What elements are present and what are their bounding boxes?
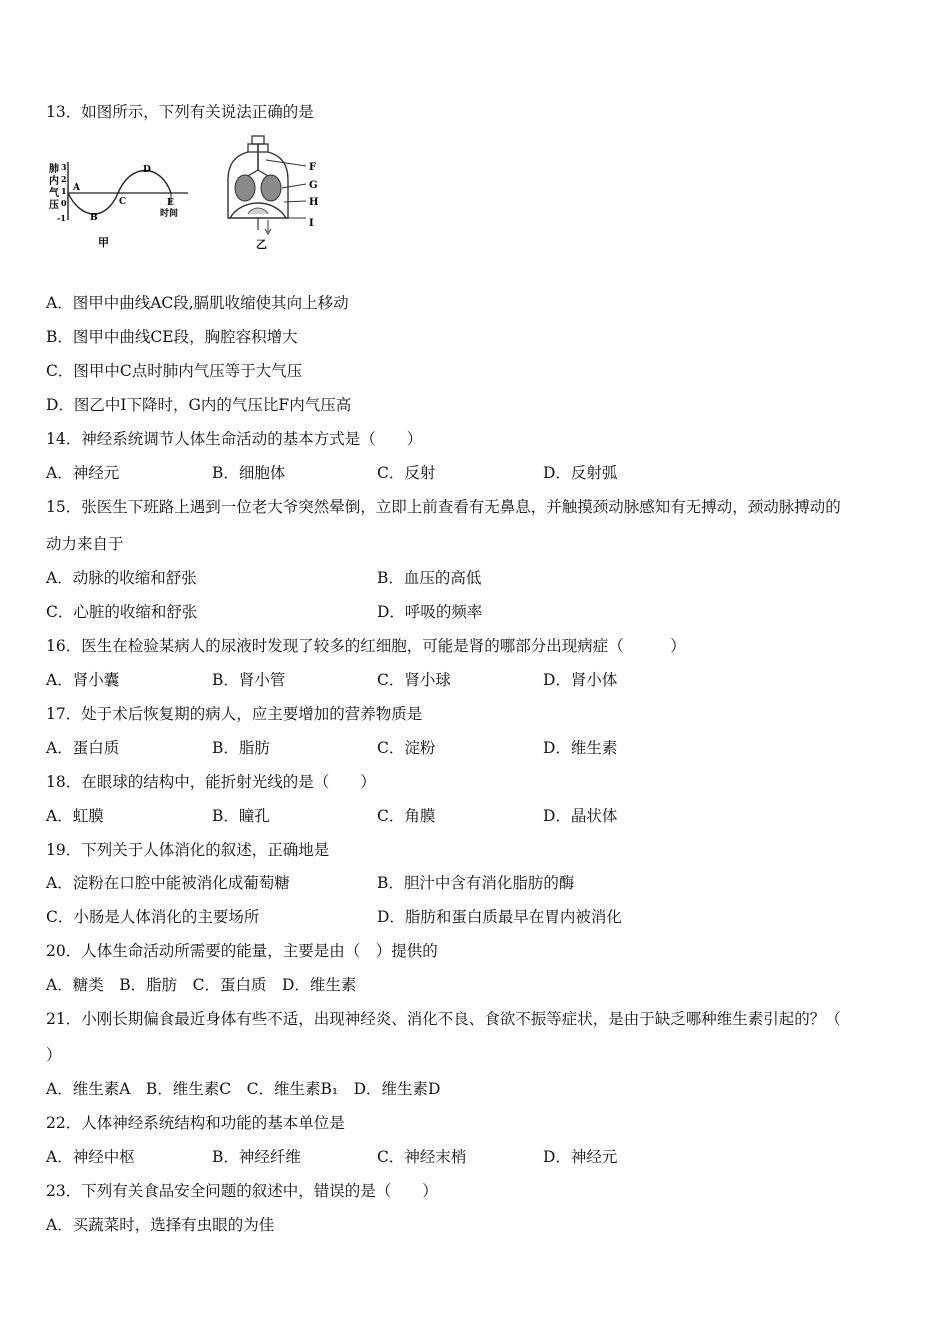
y-axis-label-char-1: 肺: [49, 164, 59, 175]
q17-stem: 17．处于术后恢复期的病人，应主要增加的营养物质是: [46, 705, 423, 723]
bronchi: [248, 170, 268, 176]
q20-options: A．糖类 B．脂肪 C．蛋白质 D．维生素: [46, 976, 357, 994]
q15-stem-line1: 15．张医生下班路上遇到一位老大爷突然晕倒，立即上前查看有无鼻息，并触摸颈动脉感知有无搏动，颈动脉搏动的: [46, 498, 841, 516]
balloon-left: [235, 175, 255, 201]
q14-option-d: D．反射弧: [543, 464, 618, 482]
q19-option-c: C．小肠是人体消化的主要场所: [46, 908, 260, 926]
q15-option-c: C．心脏的收缩和舒张: [46, 603, 198, 621]
q18-stem: 18．在眼球的结构中，能折射光线的是（ ）: [46, 773, 376, 791]
q13-option-c: C．图甲中C点时肺内气压等于大气压: [46, 362, 303, 380]
q19-option-a: A．淀粉在口腔中能被消化成葡萄糖: [46, 874, 290, 892]
figure-jia-lung-pressure-graph: [46, 150, 196, 250]
x-axis-label: 时间: [160, 209, 179, 219]
y-tick-neg1: -1: [57, 213, 66, 223]
q14-option-a: A．神经元: [46, 464, 120, 482]
q15-option-d: D．呼吸的频率: [377, 603, 483, 621]
q22-option-c: C．神经末梢: [377, 1148, 467, 1166]
q22-option-a: A．神经中枢: [46, 1148, 135, 1166]
q23-stem: 23．下列有关食品安全问题的叙述中，错误的是（ ）: [46, 1182, 438, 1200]
q16-stem: 16．医生在检验某病人的尿液时发现了较多的红细胞，可能是肾的哪部分出现病症（ ）: [46, 637, 686, 655]
q14-stem: 14．神经系统调节人体生命活动的基本方式是（ ）: [46, 430, 423, 448]
point-label-a: A: [73, 183, 80, 193]
q13-option-a: A．图甲中曲线AC段,膈肌收缩使其向上移动: [46, 294, 349, 312]
q21-options: A．维生素A B．维生素C C．维生素B₁ D．维生素D: [46, 1080, 441, 1098]
q21-stem-line1: 21．小刚长期偏食最近身体有些不适，出现神经炎、消化不良、食欲不振等症状，是由于缺乏哪种维生素引起的？（: [46, 1010, 841, 1028]
q13-option-b: B．图甲中曲线CE段，胸腔容积增大: [46, 328, 298, 346]
point-label-b: B: [90, 213, 98, 223]
q18-option-a: A．虹膜: [46, 807, 104, 825]
q15-option-a: A．动脉的收缩和舒张: [46, 569, 197, 587]
figure-yi-bell-jar-model: [222, 134, 332, 254]
point-label-d: D: [143, 165, 151, 175]
y-axis-label-char-4: 压: [49, 200, 59, 211]
q14-option-b: B．细胞体: [212, 464, 286, 482]
y-tick-1: 1: [61, 186, 67, 196]
q16-option-d: D．肾小体: [543, 671, 618, 689]
y-tick-2: 2: [61, 174, 67, 184]
q23-option-a: A．买蔬菜时，选择有虫眼的为佳: [46, 1216, 275, 1234]
y-axis-label-char-3: 气: [49, 188, 59, 199]
q17-option-d: D．维生素: [543, 739, 618, 757]
point-label-c: C: [119, 197, 127, 207]
q13-stem: 13．如图所示，下列有关说法正确的是: [46, 103, 314, 121]
label-f: F: [309, 162, 317, 173]
q19-stem: 19．下列关于人体消化的叙述，正确地是: [46, 841, 330, 859]
q16-option-b: B．肾小管: [212, 671, 286, 689]
label-h: H: [309, 197, 319, 208]
q19-option-b: B．胆汁中含有消化脂肪的酶: [377, 874, 575, 892]
membrane-handle: [248, 208, 268, 214]
q13-option-d: D．图乙中I下降时，G内的气压比F内气压高: [46, 396, 352, 414]
q17-option-c: C．淀粉: [377, 739, 436, 757]
q15-option-b: B．血压的高低: [377, 569, 482, 587]
leader-g: [282, 184, 306, 188]
q18-option-b: B．瞳孔: [212, 807, 270, 825]
q16-option-c: C．肾小球: [377, 671, 451, 689]
q20-stem: 20．人体生命活动所需要的能量，主要是由（ ）提供的: [46, 942, 438, 960]
balloon-right: [261, 175, 281, 201]
y-tick-0: 0: [61, 198, 67, 208]
q22-option-b: B．神经纤维: [212, 1148, 301, 1166]
q19-option-d: D．脂肪和蛋白质最早在胃内被消化: [377, 908, 622, 926]
y-axis-label-char-2: 内: [49, 176, 59, 187]
q17-option-b: B．脂肪: [212, 739, 270, 757]
label-i: I: [309, 218, 314, 229]
q18-option-d: D．晶状体: [543, 807, 618, 825]
pressure-curve: [68, 170, 171, 214]
leader-f: [266, 160, 306, 166]
q16-option-a: A．肾小囊: [46, 671, 120, 689]
label-g: G: [309, 180, 318, 191]
leader-h: [284, 201, 306, 202]
q15-stem-line2: 动力来自于: [46, 535, 124, 553]
y-axis-label: [49, 162, 60, 211]
stopper: [252, 136, 264, 144]
figure-caption-yi: 乙: [256, 238, 267, 251]
y-tick-3: 3: [61, 162, 67, 172]
point-label-e: E: [167, 198, 174, 208]
q22-stem: 22．人体神经系统结构和功能的基本单位是: [46, 1114, 345, 1132]
q14-option-c: C．反射: [377, 464, 436, 482]
figure-caption-jia: 甲: [98, 236, 109, 249]
q21-stem-line2: ）: [46, 1046, 62, 1064]
q22-option-d: D．神经元: [543, 1148, 618, 1166]
q18-option-c: C．角膜: [377, 807, 436, 825]
q17-option-a: A．蛋白质: [46, 739, 120, 757]
